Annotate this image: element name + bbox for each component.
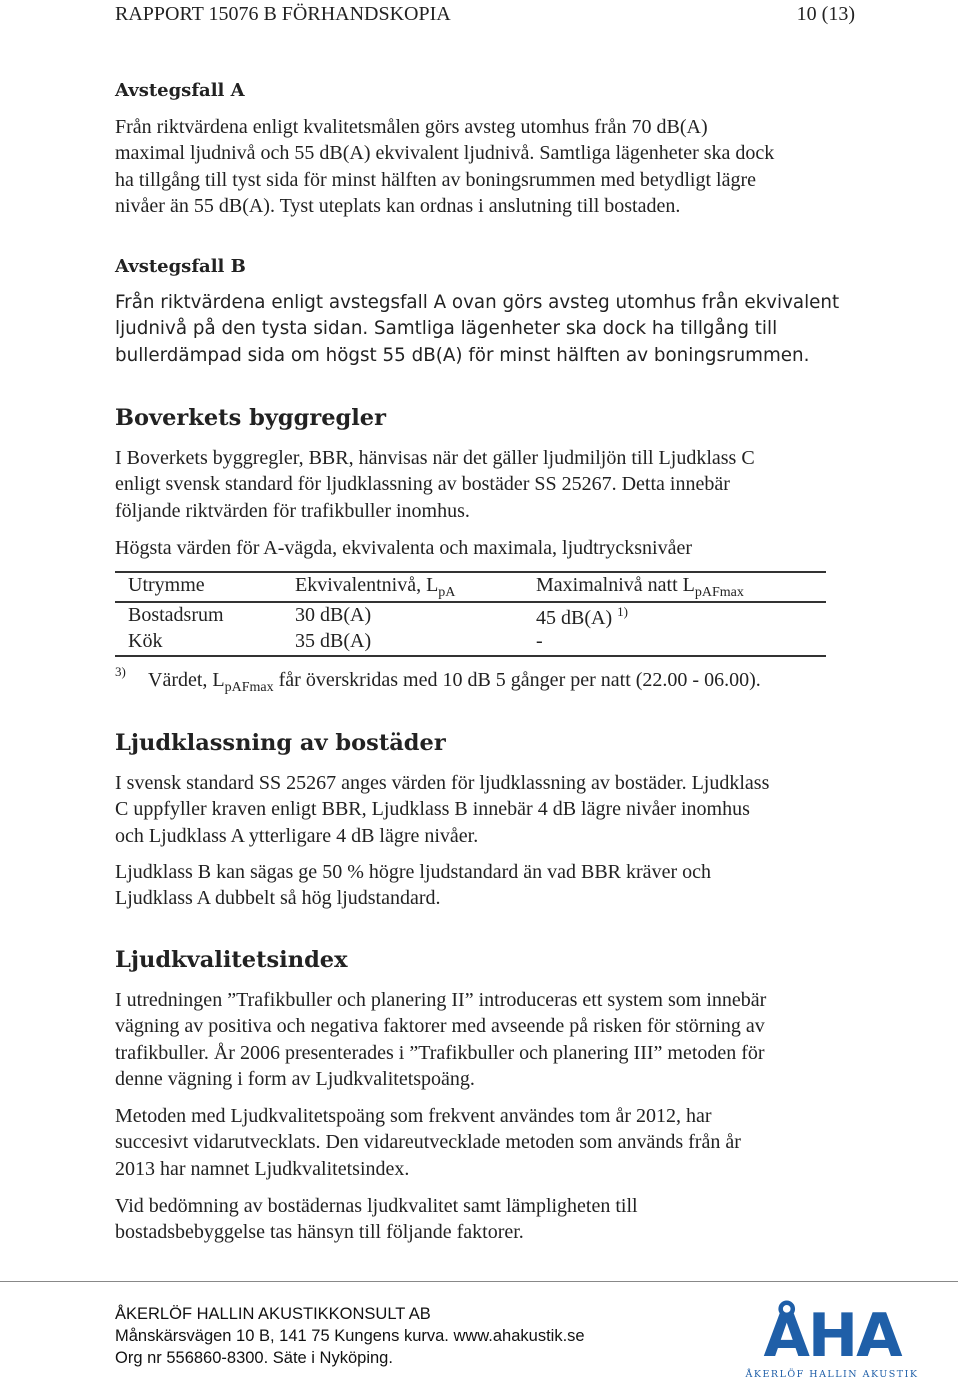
paragraph-ljudkvalitet-2 — [115, 1103, 855, 1182]
text-line: bostadsbebyggelse tas hänsyn till följande faktorer. — [115, 1221, 524, 1244]
text-line: Vid bedömning av bostädernas ljudkvalitet samt lämpligheten till — [115, 1195, 638, 1217]
table-cell-maximum: 45 dB(A) $^{1)}$ — [536, 604, 628, 629]
footer-rule — [0, 1281, 958, 1282]
text-line: Metoden med Ljudkvalitetspoäng som frekvent användes tom år 2012, har — [115, 1105, 712, 1127]
table-cell-equivalent: 30 dB(A) — [295, 604, 372, 626]
table-header-rule — [115, 601, 826, 603]
text-line: 2013 har namnet Ljudkvalitetsindex. — [115, 1157, 410, 1180]
text-line: vägning av positiva och negativa faktorer med avseende på risken för störning av — [115, 1015, 765, 1038]
table-header-room: Utrymme — [128, 574, 205, 596]
paragraph-avstegsfall-a — [115, 114, 855, 219]
table-cell-equivalent: 35 dB(A) — [295, 630, 372, 652]
paragraph-boverket — [115, 445, 855, 524]
text-line: Ljudklass B kan sägas ge 50 % högre ljudstandard än vad BBR kräver och — [115, 861, 711, 883]
page-header — [115, 3, 855, 26]
text-line: ha tillgång till tyst sida för minst hälften av boningsrummen med betydligt lägre — [115, 168, 756, 191]
report-title: RAPPORT 15076 B FÖRHANDSKOPIA — [115, 3, 451, 25]
footnote-mark: 3) — [115, 664, 126, 679]
footnote-text: Värdet, $L_{pAFmax}$ får överskridas med 10 dB 5 gånger per natt (22.00 - 06.00). — [148, 669, 761, 695]
text-line: enligt svensk standard för ljudklassning av bostäder SS 25267. Detta innebär — [115, 473, 730, 496]
paragraph-ljudklassning-1 — [115, 770, 855, 849]
svg-text:ÅKERLÖF HALLIN AKUSTIK: ÅKERLÖF HALLIN AKUSTIK — [745, 1369, 919, 1380]
company-logo — [735, 1290, 930, 1382]
heading-ljudklassning: Ljudklassning av bostäder — [115, 730, 446, 756]
text-line: maximal ljudnivå och 55 dB(A) ekvivalent ljudnivå. Samtliga lägenheter ska dock — [115, 142, 775, 165]
text-line: bullerdämpad sida om högst 55 dB(A) för minst hälften av boningsrummen. — [115, 344, 810, 366]
table-bottom-rule — [115, 655, 826, 657]
svg-text:ÅHA: ÅHA — [763, 1301, 901, 1371]
text-line: C uppfyller kraven enligt BBR, Ljudklass B innebär 4 dB lägre nivåer inomhus — [115, 798, 750, 821]
text-line: I svensk standard SS 25267 anges värden för ljudklassning av bostäder. Ljudklass — [115, 772, 770, 794]
heading-ljudkvalitetsindex: Ljudkvalitetsindex — [115, 947, 348, 973]
text-line: ljudnivå på den tysta sidan. Samtliga lägenheter ska dock ha tillgång till — [115, 318, 778, 340]
table-top-rule — [115, 571, 826, 573]
table-cell-room: Bostadsrum — [128, 604, 224, 626]
table-header-equivalent: Ekvivalentnivå, $L_{pA}$ — [295, 574, 456, 600]
footer-address-block — [115, 1303, 585, 1369]
text-line: I Boverkets byggregler, BBR, hänvisas när det gäller ljudmiljön till Ljudklass C — [115, 447, 755, 469]
table-cell-room: Kök — [128, 630, 163, 652]
text-line: I utredningen ”Trafikbuller och planering II” introduceras ett system som innebär — [115, 989, 767, 1011]
text-line: Ljudklass A dubbelt så hög ljudstandard. — [115, 887, 441, 910]
heading-avstegsfall-b: Avstegsfall B — [115, 256, 246, 277]
footer-org: Org nr 556860-8300. Säte i Nyköping. — [115, 1349, 393, 1367]
heading-boverkets-byggregler: Boverkets byggregler — [115, 405, 386, 431]
text-line: nivåer än 55 dB(A). Tyst uteplats kan ordnas i anslutning till bostaden. — [115, 194, 681, 217]
page-number: 10 (13) — [796, 3, 855, 25]
paragraph-avstegsfall-b — [115, 290, 855, 369]
text-line: succesivt vidarutvecklats. Den vidareutvecklade metoden som används från år — [115, 1131, 741, 1154]
text-line: följande riktvärden för trafikbuller inomhus. — [115, 499, 470, 522]
footer-address: Månskärsvägen 10 B, 141 75 Kungens kurva. www.ahakustik.se — [115, 1327, 585, 1345]
paragraph-ljudklassning-2 — [115, 859, 855, 912]
table-header-maximum: Maximalnivå natt $L_{pAFmax}$ — [536, 574, 744, 600]
heading-avstegsfall-a: Avstegsfall A — [115, 80, 245, 101]
table-cell-maximum: - — [536, 630, 543, 652]
footer-company: ÅKERLÖF HALLIN AKUSTIKKONSULT AB — [115, 1305, 431, 1323]
paragraph-ljudkvalitet-3 — [115, 1193, 855, 1246]
text-line: denne vägning i form av Ljudkvalitetspoäng. — [115, 1067, 475, 1090]
text-line: Från riktvärdena enligt avstegsfall A ovan görs avsteg utomhus från ekvivalent — [115, 292, 840, 313]
paragraph-ljudkvalitet-1 — [115, 987, 855, 1092]
text-line: Från riktvärdena enligt kvalitetsmålen görs avsteg utomhus från 70 dB(A) — [115, 116, 708, 138]
text-line: trafikbuller. År 2006 presenterades i ”Trafikbuller och planering III” metoden för — [115, 1041, 765, 1064]
text-line: och Ljudklass A ytterligare 4 dB lägre nivåer. — [115, 824, 479, 847]
table-caption: Högsta värden för A-vägda, ekvivalenta och maximala, ljudtrycksnivåer — [115, 537, 693, 559]
aha-logo-icon — [735, 1290, 930, 1382]
